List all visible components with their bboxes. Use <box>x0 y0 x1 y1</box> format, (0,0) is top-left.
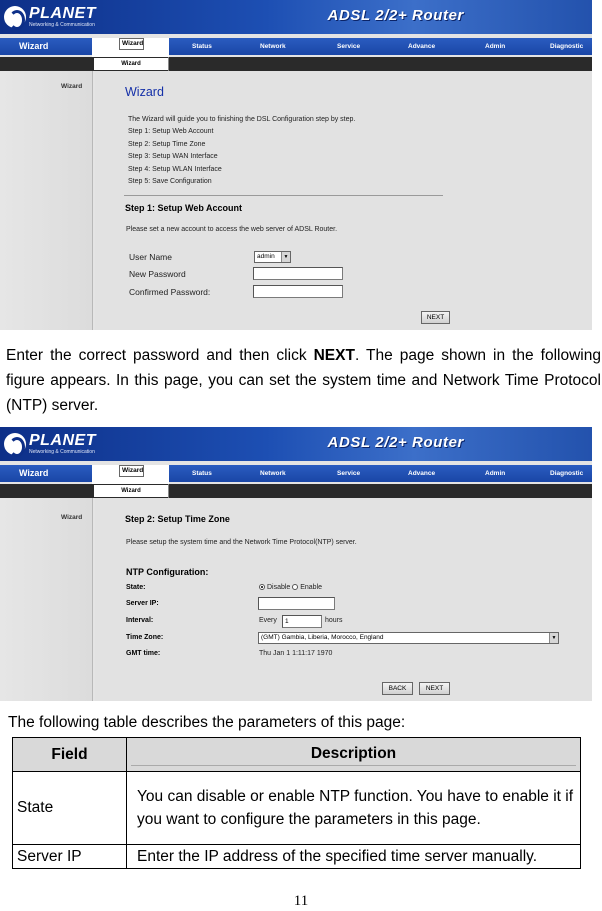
user-name-value: admin <box>257 253 275 260</box>
interval-suffix: hours <box>325 617 343 624</box>
tab-status[interactable]: Status <box>192 470 212 477</box>
time-zone-value: (GMT) Gambia, Liberia, Morocco, England <box>261 634 384 641</box>
step-description: Please setup the system time and the Network Time Protocol(NTP) server. <box>126 539 357 546</box>
wizard-step-5: Step 5: Save Configuration <box>128 178 212 185</box>
state-disable-label: Disable <box>266 584 291 591</box>
tab-status[interactable]: Status <box>192 43 212 50</box>
back-button[interactable]: BACK <box>382 682 413 695</box>
time-zone-label: Time Zone: <box>126 634 164 641</box>
wizard-step-4: Step 4: Setup WLAN Interface <box>128 166 222 173</box>
chevron-down-icon: ▼ <box>281 252 290 262</box>
state-enable-label: Enable <box>300 584 323 591</box>
subnav-wizard[interactable]: Wizard <box>121 488 141 494</box>
confirm-password-label: Confirmed Password: <box>129 287 211 297</box>
tab-advance[interactable]: Advance <box>408 470 436 477</box>
wizard-intro: The Wizard will guide you to finishing the DSL Configuration step by step. <box>128 116 356 123</box>
state-disable-radio[interactable] <box>259 584 265 590</box>
interval-input[interactable]: 1 <box>282 615 322 628</box>
cell-field: Server IP <box>13 845 127 869</box>
step-heading: Step 1: Setup Web Account <box>125 203 243 213</box>
wizard-step-2: Step 2: Setup Time Zone <box>128 141 206 148</box>
next-button[interactable]: NEXT <box>421 311 450 324</box>
interval-label: Interval: <box>126 617 154 624</box>
router-title: ADSL 2/2+ Router <box>327 434 464 451</box>
router-banner <box>0 0 592 34</box>
tab-admin[interactable]: Admin <box>485 43 506 50</box>
left-menu <box>0 71 93 330</box>
table-caption: The following table describes the parameters of this page: <box>8 714 406 731</box>
cell-description: You can disable or enable NTP function. You have to enable it if you want to configure the parameters in this page. <box>127 772 581 845</box>
chevron-down-icon: ▼ <box>549 633 558 643</box>
nav-wizard-label[interactable]: Wizard <box>19 468 49 478</box>
header-description-label: Description <box>131 743 576 766</box>
tab-diagnostic[interactable]: Diagnostic <box>550 43 584 50</box>
table-header-row <box>13 738 581 772</box>
server-ip-input[interactable] <box>258 597 335 610</box>
left-menu <box>0 498 93 701</box>
planet-logo-icon <box>4 433 26 455</box>
state-enable-radio[interactable] <box>292 584 298 590</box>
content-area <box>95 498 592 701</box>
wizard-step-1: Step 1: Setup Web Account <box>128 128 214 135</box>
router-screenshot-time-zone <box>0 427 592 701</box>
planet-logo <box>4 4 96 30</box>
planet-logo <box>4 431 96 457</box>
table-row <box>13 845 581 869</box>
step-description: Please set a new account to access the web server of ADSL Router. <box>126 226 338 233</box>
left-menu-wizard[interactable]: Wizard <box>61 83 83 90</box>
sub-nav <box>0 484 592 498</box>
tab-advance[interactable]: Advance <box>408 43 436 50</box>
router-title: ADSL 2/2+ Router <box>327 7 464 24</box>
tab-admin[interactable]: Admin <box>485 470 506 477</box>
logo-name: PLANET <box>29 432 96 449</box>
state-radio-group <box>259 584 322 591</box>
time-zone-select[interactable] <box>258 632 559 644</box>
state-label: State: <box>126 584 146 591</box>
user-name-label: User Name <box>129 252 172 262</box>
wizard-step-3: Step 3: Setup WAN Interface <box>128 153 218 160</box>
para-text-start: Enter the correct password and then click <box>6 347 314 364</box>
new-password-input[interactable] <box>253 267 343 280</box>
left-menu-wizard[interactable]: Wizard <box>61 514 83 521</box>
table-row <box>13 772 581 845</box>
step-heading: Step 2: Setup Time Zone <box>125 514 230 524</box>
tab-service[interactable]: Service <box>337 470 361 477</box>
interval-prefix: Every <box>259 617 277 624</box>
page-number: 11 <box>293 893 309 909</box>
tab-network[interactable]: Network <box>260 470 286 477</box>
router-banner <box>0 427 592 461</box>
nav-wizard-label[interactable]: Wizard <box>19 41 49 51</box>
header-description <box>127 738 581 772</box>
divider <box>124 195 443 196</box>
confirm-password-input[interactable] <box>253 285 343 298</box>
gmt-time-label: GMT time: <box>126 650 161 657</box>
tab-service[interactable]: Service <box>337 43 361 50</box>
sub-nav <box>0 57 592 71</box>
router-screenshot-wizard <box>0 0 592 330</box>
para-text-end: . The page shown in the following figure appears. In this page, you can set the system time and Network Time Protocol (NTP) server. <box>6 347 601 414</box>
user-name-select[interactable] <box>254 251 291 263</box>
gmt-time-value: Thu Jan 1 1:11:17 1970 <box>259 650 333 657</box>
cell-description: Enter the IP address of the specified time server manually. <box>127 845 581 869</box>
tab-network[interactable]: Network <box>260 43 286 50</box>
tab-diagnostic[interactable]: Diagnostic <box>550 470 584 477</box>
tab-wizard[interactable]: Wizard <box>119 38 144 50</box>
tab-wizard[interactable]: Wizard <box>119 465 144 477</box>
intro-paragraph <box>6 343 601 418</box>
header-field-label: Field <box>51 745 88 763</box>
cell-field: State <box>13 772 127 845</box>
parameter-table <box>12 737 581 869</box>
wizard-title: Wizard <box>125 85 164 99</box>
new-password-label: New Password <box>129 269 186 279</box>
next-button[interactable]: NEXT <box>419 682 450 695</box>
para-next-bold: NEXT <box>313 347 355 364</box>
server-ip-label: Server IP: <box>126 600 159 607</box>
subnav-wizard[interactable]: Wizard <box>121 61 141 67</box>
planet-logo-icon <box>4 6 26 28</box>
logo-subtitle: Networking & Communication <box>29 22 95 28</box>
logo-subtitle: Networking & Communication <box>29 449 95 455</box>
header-field <box>13 738 127 772</box>
logo-name: PLANET <box>29 5 96 22</box>
ntp-heading: NTP Configuration: <box>126 567 209 577</box>
